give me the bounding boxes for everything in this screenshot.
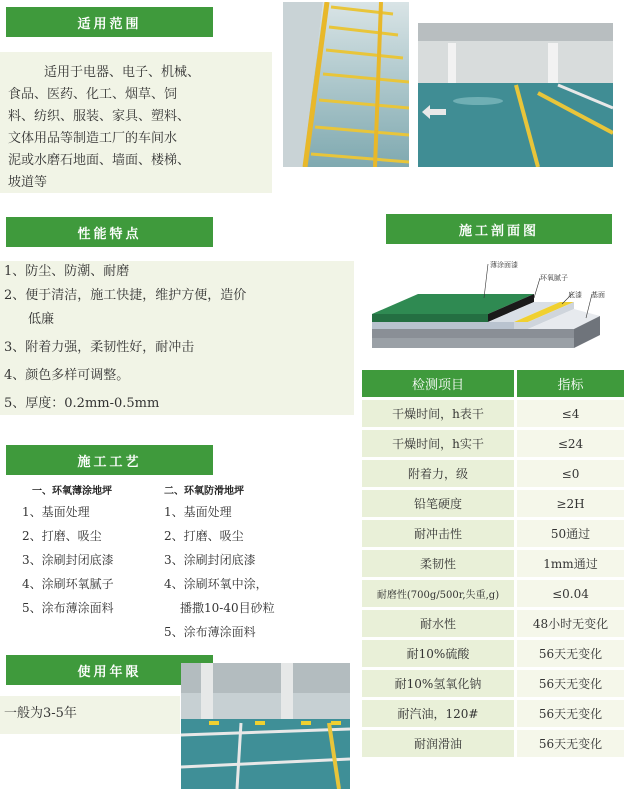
table-cell: 耐冲击性 [362,520,514,547]
scope-line: 适用于电器、电子、机械、 [44,65,201,80]
spec-table [362,367,624,760]
process-step: 1、基面处理 [164,505,232,519]
process-step: 1、基面处理 [22,505,90,519]
scope-header: 适用范围 [6,7,213,37]
label-primer: 底漆 [568,291,582,299]
table-cell: 1mm通过 [514,550,624,577]
label-putty: 环氧腻子 [540,274,568,282]
table-row [362,430,624,457]
label-substrate: 基面 [591,291,605,299]
feature-item: 4、颜色多样可调整。 [4,368,130,383]
table-row [362,460,624,487]
scope-line: 泥或水磨石地面、墙面、楼梯、 [8,153,191,168]
lifespan-text: 一般为3-5年 [4,706,77,721]
table-cell: ≤24 [514,430,624,457]
scope-text [8,62,270,194]
table-header-row [362,370,624,397]
table-cell: 56天无变化 [514,730,624,757]
table-row [362,700,624,727]
process-col1-title: 一、环氧薄涂地坪 [32,486,112,497]
process-step: 2、打磨、吸尘 [22,529,102,543]
garage-floor-photo [418,23,613,167]
table-cell: 干燥时间，h实干 [362,430,514,457]
feature-item: 1、防尘、防潮、耐磨 [4,264,130,279]
scope-line: 文体用品等制造工厂的车间水 [8,131,178,146]
table-cell: 铅笔硬度 [362,490,514,517]
table-cell: 耐10%氢氧化钠 [362,670,514,697]
process-col2-title: 二、环氧防滑地坪 [164,486,244,497]
table-row [362,640,624,667]
process-step: 4、涂刷环氧中涂， [164,577,268,591]
section-diagram [364,256,618,356]
lifespan-header: 使用年限 [6,655,213,685]
feature-item: 5、厚度：0.2mm-0.5mm [4,396,160,411]
table-row [362,610,624,637]
table-cell: 柔韧性 [362,550,514,577]
features-list [4,260,354,416]
table-header: 检测项目 [362,370,514,397]
scope-line: 坡道等 [8,175,48,190]
process-step: 5、涂布薄涂面料 [22,601,114,615]
features-header: 性能特点 [6,217,213,247]
feature-item: 2、便于清洁，施工快捷，维护方便，造价 [4,288,247,303]
process-step: 2、打磨、吸尘 [164,529,244,543]
table-cell: 56天无变化 [514,700,624,727]
table-row [362,490,624,517]
table-cell: 50通过 [514,520,624,547]
label-topcoat: 薄涂面漆 [490,261,518,269]
table-cell: 耐汽油，120# [362,700,514,727]
section-header: 施工剖面图 [386,214,612,244]
table-cell: ≤4 [514,400,624,427]
table-row [362,580,624,607]
table-cell: 干燥时间，h表干 [362,400,514,427]
scope-line: 料、纺织、服装、家具、塑料、 [8,109,191,124]
process-step: 3、涂刷封闭底漆 [164,553,256,567]
table-cell: 56天无变化 [514,640,624,667]
table-cell: ≥2H [514,490,624,517]
process-step: 5、涂布薄涂面料 [164,625,256,639]
process-col1-list [22,500,114,620]
process-header: 施工工艺 [6,445,213,475]
process-step: 4、涂刷环氧腻子 [22,577,114,591]
table-cell: 附着力，级 [362,460,514,487]
scope-line: 食品、医药、化工、烟草、饲 [8,87,178,102]
table-row [362,520,624,547]
feature-item: 3、附着力强，柔韧性好，耐冲击 [4,340,195,355]
table-cell: 耐水性 [362,610,514,637]
table-cell: 56天无变化 [514,670,624,697]
process-step: 播撒10-40目砂粒 [180,601,275,615]
table-cell: 48小时无变化 [514,610,624,637]
feature-item: 低廉 [28,312,55,327]
parking-floor-photo [181,663,350,789]
table-header: 指标 [514,370,624,397]
table-row [362,670,624,697]
table-cell: ≤0.04 [514,580,624,607]
table-row [362,400,624,427]
table-cell: 耐磨性(700g/500r,失重,g) [362,580,514,607]
table-row [362,550,624,577]
table-row [362,730,624,757]
table-cell: 耐10%硫酸 [362,640,514,667]
table-cell: 耐润滑油 [362,730,514,757]
table-cell: ≤0 [514,460,624,487]
process-step: 3、涂刷封闭底漆 [22,553,114,567]
ramp-photo [283,2,409,167]
process-col2-list [164,500,275,644]
